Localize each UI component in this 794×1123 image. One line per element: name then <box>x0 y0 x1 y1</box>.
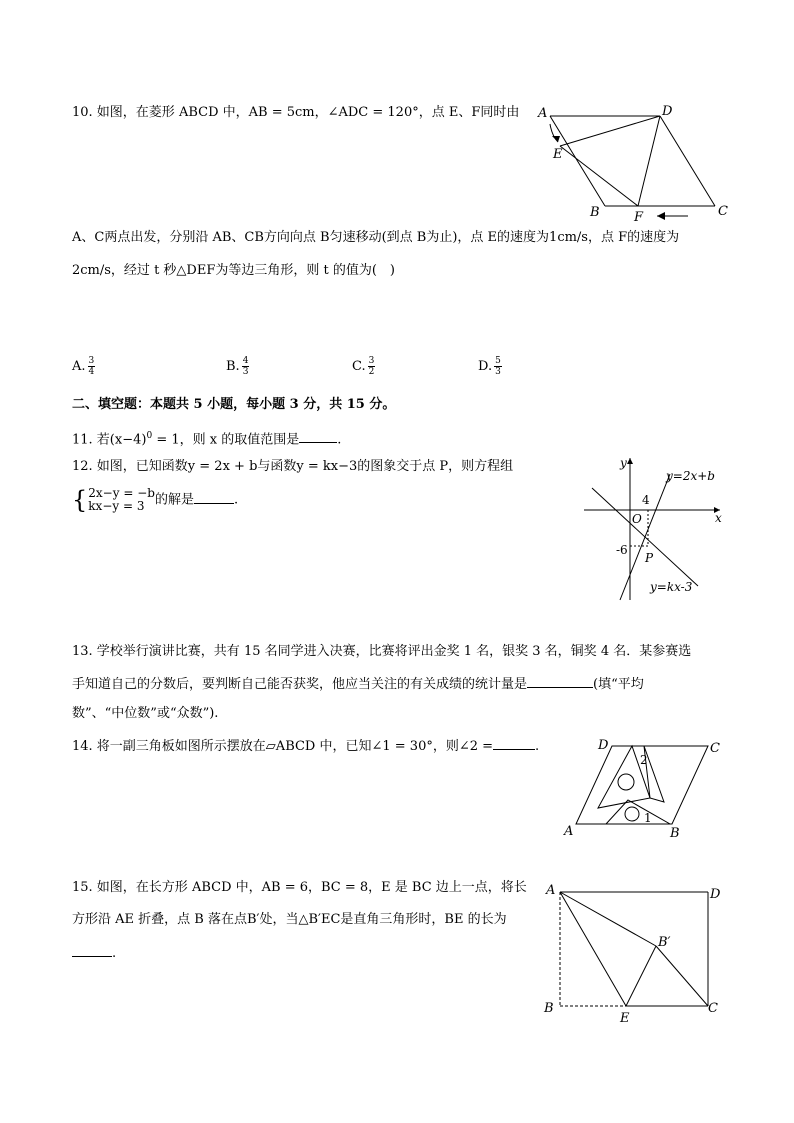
q10-option-b: B. $\frac{4}{3}$ <box>226 356 249 377</box>
label-x: x <box>715 511 722 525</box>
q10-option-a: A. $\frac{3}{4}$ <box>72 356 95 377</box>
y-arrow-icon <box>627 458 633 464</box>
label-line2: y=kx-3 <box>650 580 693 594</box>
q10-line3: 2cm/s，经过 t 秒△DEF为等边三角形，则 t 的值为( ) <box>72 263 395 278</box>
arrow-e-head-icon <box>552 136 560 142</box>
q12-line1: 12. 如图，已知函数y = 2x + b与函数y = kx−3的图象交于点 P，则方程组 <box>72 459 514 474</box>
q14-parallelogram-figure <box>558 734 728 844</box>
label-d: D <box>598 738 609 753</box>
segment-fd <box>638 116 660 206</box>
label-p: P <box>645 551 654 565</box>
q10-option-d: D. $\frac{5}{3}$ <box>478 356 501 377</box>
answer-blank[interactable] <box>299 429 337 443</box>
label-e: E <box>553 147 563 162</box>
label-a: A <box>538 106 548 121</box>
segment-b-prime-e <box>626 946 656 1006</box>
label-e: E <box>620 1011 630 1024</box>
label-line1: y=2x+b <box>666 469 715 483</box>
segment-ae <box>560 892 626 1006</box>
label-neg6: -6 <box>616 543 628 557</box>
label-o: O <box>632 512 642 526</box>
answer-blank[interactable] <box>72 943 112 957</box>
label-4: 4 <box>642 493 650 507</box>
label-a: A <box>546 883 556 898</box>
q15-line3: . <box>72 943 116 963</box>
q11: 11. 若$(x-4)^0 = 1$，则 x 的取值范围是 . <box>72 431 342 448</box>
segment-ab-prime <box>560 892 656 946</box>
label-b: B <box>544 1001 554 1016</box>
q10-rhombus-figure <box>530 98 730 228</box>
q15-rectangle-figure <box>540 878 730 1024</box>
label-d: D <box>662 104 673 119</box>
q10-option-c: C. $\frac{3}{2}$ <box>352 356 375 377</box>
q15-line2: 方形沿 AE 折叠，点 B 落在点B′处，当△B′EC是直角三角形时，BE 的长为 <box>72 912 507 927</box>
label-c: C <box>718 204 728 219</box>
label-angle-2: 2 <box>640 753 648 767</box>
q14: 14. 将一副三角板如图所示摆放在▱ABCD 中，已知∠1 = 30°，则∠2 = . <box>72 736 539 756</box>
answer-blank[interactable] <box>493 736 535 750</box>
label-b-prime: B′ <box>658 935 671 950</box>
fraction: $\frac{5}{3}$ <box>495 356 501 377</box>
label-y: y <box>620 456 627 470</box>
q10-line2: A、C两点出发，分别沿 AB、CB方向向点 B匀速移动(到点 B为止)，点 E的速度为1cm/s，点 F的速度为 <box>72 230 680 245</box>
fraction: $\frac{4}{3}$ <box>242 356 249 377</box>
label-angle-1: 1 <box>644 811 652 825</box>
q15-line1: 15. 如图，在长方形 ABCD 中，AB = 6，BC = 8，E 是 BC 边上一点，将长 <box>72 880 527 895</box>
label-b: B <box>590 205 600 220</box>
q12-system: { 2x−y = −b kx−y = 3 的解是 . <box>72 486 239 514</box>
brace-icon: { <box>72 486 88 514</box>
answer-blank[interactable] <box>194 490 234 504</box>
q10-line1: 10. 如图，在菱形 ABCD 中，AB = 5cm，∠ADC = 120°，点 E、F同时由 <box>72 105 520 120</box>
segment-b-prime-c <box>656 946 708 1006</box>
hole-circle-2 <box>625 807 639 821</box>
q13-line2: 手知道自己的分数后，要判断自己能否获奖，他应当关注的有关成绩的统计量是 (填“平均 <box>72 674 644 694</box>
label-d: D <box>710 887 721 902</box>
label-c: C <box>710 741 720 756</box>
label-f: F <box>634 210 644 225</box>
edge-dc <box>660 116 715 206</box>
label-a: A <box>564 824 574 839</box>
section-heading: 二、填空题：本题共 5 小题，每小题 3 分，共 15 分。 <box>72 397 396 412</box>
label-b: B <box>670 826 680 841</box>
answer-blank[interactable] <box>527 674 593 688</box>
q13-line1: 13. 学校举行演讲比赛，共有 15 名同学进入决赛，比赛将评出金奖 1 名，银奖 3 名，铜奖 4 名．某参赛选 <box>72 644 692 659</box>
q13-line3: 数”、“中位数”或“众数”). <box>72 706 219 721</box>
triangle-ruler-2 <box>606 800 670 824</box>
q12-graph-figure <box>578 452 728 608</box>
segment-ed <box>560 116 660 146</box>
arrow-f-head-icon <box>657 212 665 220</box>
hole-circle-1 <box>618 774 634 790</box>
label-c: C <box>708 1001 718 1016</box>
fraction: $\frac{3}{4}$ <box>88 356 95 377</box>
fraction: $\frac{3}{2}$ <box>368 356 375 377</box>
